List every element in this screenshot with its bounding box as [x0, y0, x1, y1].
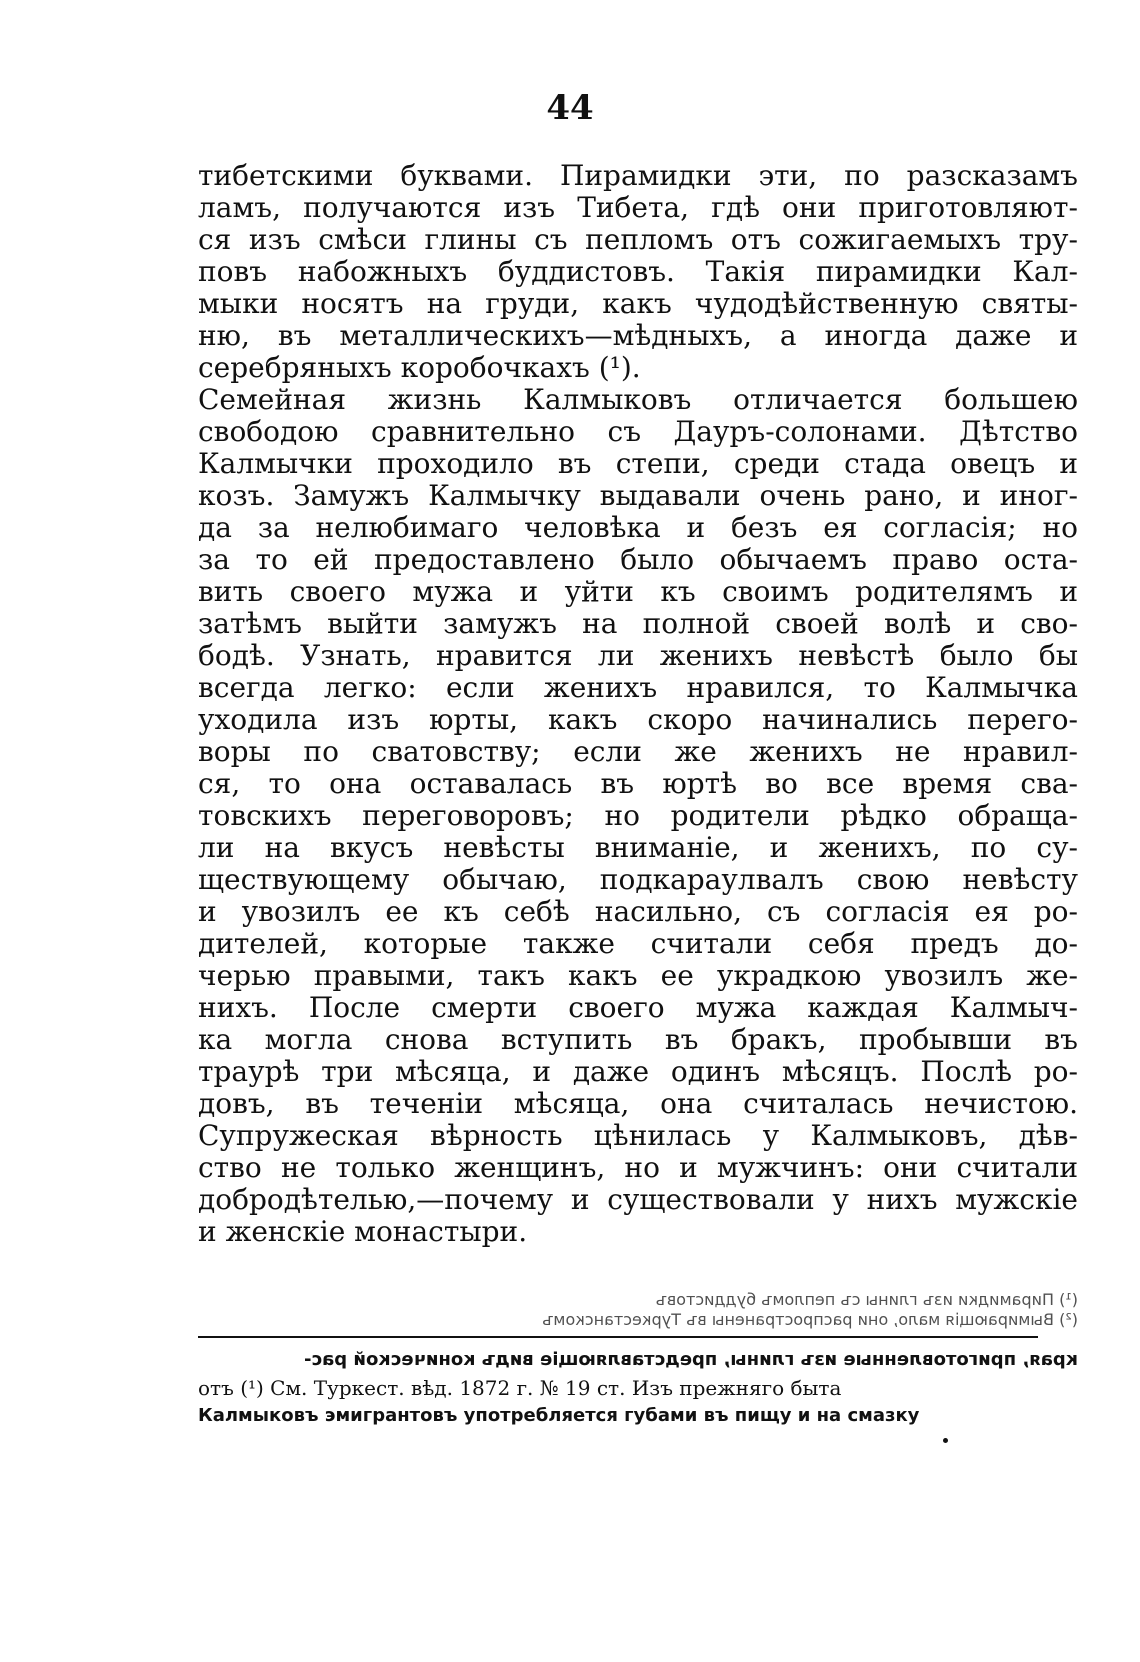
footnote-1: (¹) Пирамидки изъ глины съ пепломъ буддистовъ [655, 1290, 1078, 1309]
text-line: ню, въ металлическихъ—мѣдныхъ, а иногда даже и [198, 320, 1078, 352]
ink-dot [943, 1438, 948, 1443]
text-line: и женскіе монастыри. [198, 1216, 528, 1248]
footnotes [198, 1290, 1078, 1430]
text-line: всегда легко: если женихъ нравился, то Калмычка [198, 672, 1078, 704]
text-line: ламъ, получаются изъ Тибета, гдѣ они приготовляют- [198, 192, 1078, 224]
bleed-through-line: края, приготовленные изъ глины, представляющіе видъ конической рас- [303, 1349, 1078, 1370]
text-line: бодѣ. Узнать, нравится ли женихъ невѣстѣ было бы [198, 640, 1078, 672]
footnote-2: (²) Вымирающія мало, они распространены въ Туркестанскомъ [542, 1310, 1078, 1329]
text-line: тибетскими буквами. Пирамидки эти, по разсказамъ [198, 160, 1078, 192]
text-line: уходила изъ юрты, какъ скоро начинались перего- [198, 704, 1078, 736]
text-line: и увозилъ ее къ себѣ насильно, съ согласія ея ро- [198, 896, 1078, 928]
text-line: добродѣтелью,—почему и существовали у нихъ мужскіе [198, 1184, 1078, 1216]
text-line: довъ, въ теченіи мѣсяца, она считалась нечистою. [198, 1088, 1078, 1120]
text-line: ли на вкусъ невѣсты вниманіе, и женихъ, по су- [198, 832, 1078, 864]
text-line: Супружеская вѣрность цѣнилась у Калмыковъ, дѣв- [198, 1120, 1078, 1152]
bleed-through-line: отъ (¹) См. Туркест. вѣд. 1872 г. № 19 ст. Изъ прежняго быта [198, 1376, 842, 1400]
page-number: 44 [546, 88, 594, 128]
text-line: козъ. Замужъ Калмычку выдавали очень рано, и иног- [198, 480, 1078, 512]
text-line: серебряныхъ коробочкахъ (¹). [198, 352, 641, 384]
text-line: свободою сравнительно съ Дауръ-солонами. Дѣтство [198, 416, 1078, 448]
text-line: ся изъ смѣси глины съ пепломъ отъ сожигаемыхъ тру- [198, 224, 1078, 256]
text-line: ществующему обычаю, подкараулвалъ свою невѣсту [198, 864, 1078, 896]
footnote-rule [198, 1336, 1038, 1338]
body-text [198, 160, 1078, 1248]
text-line: повъ набожныхъ буддистовъ. Такія пирамидки Кал- [198, 256, 1078, 288]
text-line: нихъ. После смерти своего мужа каждая Калмыч- [198, 992, 1078, 1024]
text-line: Калмычки проходило въ степи, среди стада овецъ и [198, 448, 1078, 480]
text-line: вить своего мужа и уйти къ своимъ родителямъ и [198, 576, 1078, 608]
text-line: затѣмъ выйти замужъ на полной своей волѣ и сво- [198, 608, 1078, 640]
text-line: черью правыми, такъ какъ ее украдкою увозилъ же- [198, 960, 1078, 992]
text-line: ка могла снова вступить въ бракъ, пробывши въ [198, 1024, 1078, 1056]
text-line: да за нелюбимаго человѣка и безъ ея согласія; но [198, 512, 1078, 544]
text-line: ся, то она оставалась въ юртѣ во все время сва- [198, 768, 1078, 800]
bleed-through-line: Калмыковъ эмигрантовъ употребляется губами въ пищу и на смазку [198, 1405, 920, 1426]
text-line: дителей, которые также считали себя предъ до- [198, 928, 1078, 960]
text-line: товскихъ переговоровъ; но родители рѣдко обраща- [198, 800, 1078, 832]
text-line: Семейная жизнь Калмыковъ отличается большею [198, 384, 1078, 416]
text-line: траурѣ три мѣсяца, и даже одинъ мѣсяцъ. Послѣ ро- [198, 1056, 1078, 1088]
text-line: за то ей предоставлено было обычаемъ право оста- [198, 544, 1078, 576]
text-line: воры по сватовству; если же женихъ не нравил- [198, 736, 1078, 768]
text-line: ство не только женщинъ, но и мужчинъ: они считали [198, 1152, 1078, 1184]
text-line: мыки носятъ на груди, какъ чудодѣйственную святы- [198, 288, 1078, 320]
